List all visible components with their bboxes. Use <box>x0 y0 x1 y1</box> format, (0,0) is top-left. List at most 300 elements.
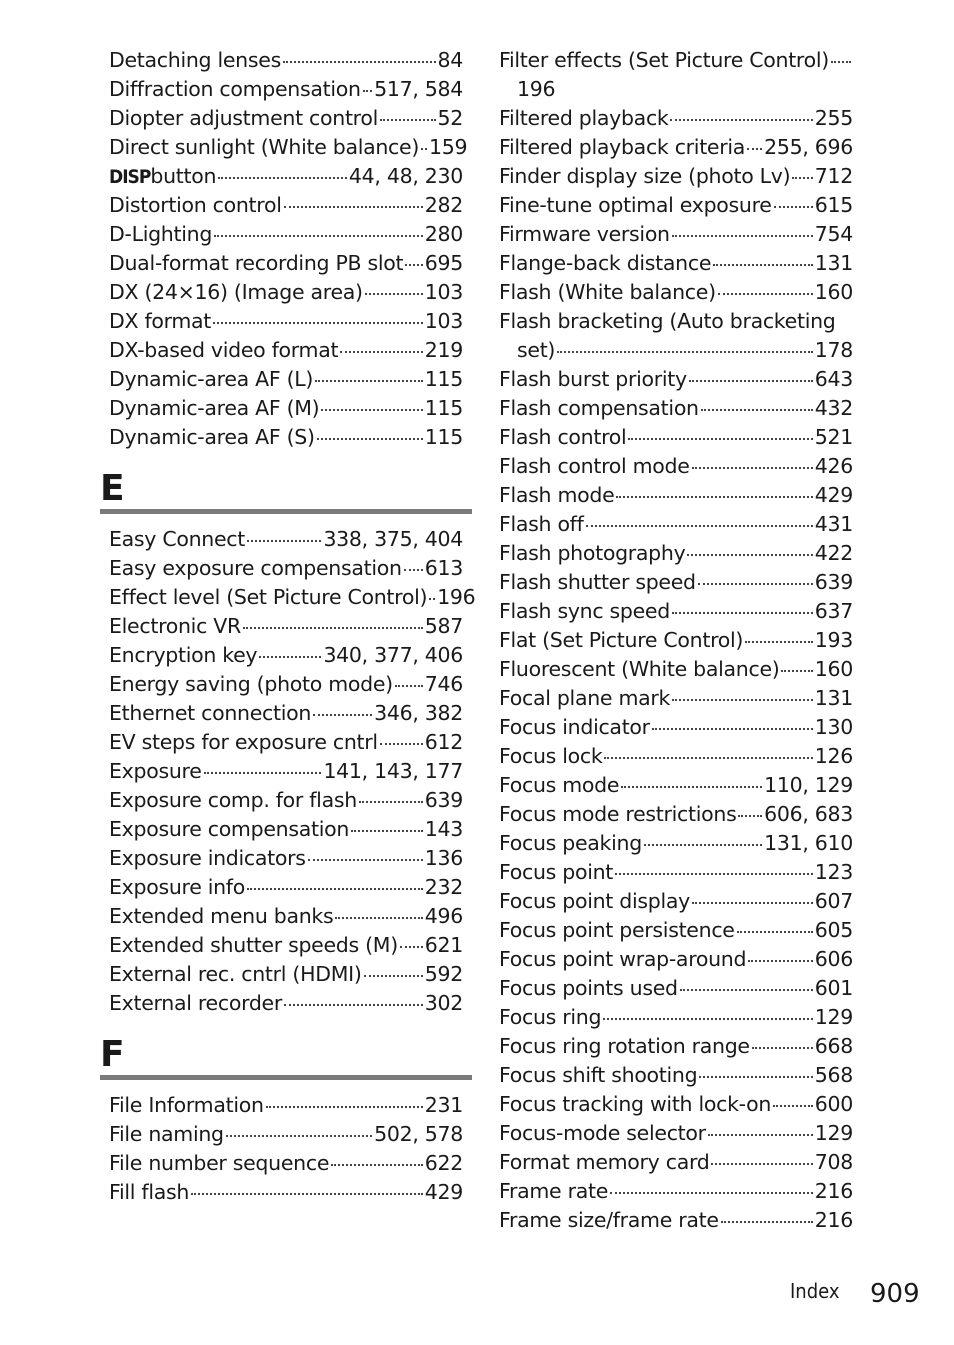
dot-leader <box>308 859 423 861</box>
entry-label: Easy Connect <box>109 527 246 551</box>
entry-label: Dynamic-area AF (S) <box>109 425 315 449</box>
index-entry[interactable] <box>109 902 463 931</box>
entry-pages: 340, 377, 406 <box>323 643 463 667</box>
dot-leader <box>247 888 423 890</box>
index-entry[interactable] <box>499 829 853 858</box>
section-letter: E <box>100 468 125 509</box>
entry-label: File naming <box>109 1122 224 1146</box>
index-entry[interactable] <box>499 365 853 394</box>
dot-leader <box>331 1164 423 1166</box>
entry-label: Exposure comp. for flash <box>109 788 357 812</box>
entries-group-a <box>499 104 853 307</box>
index-entry[interactable] <box>499 220 853 249</box>
index-entry[interactable] <box>109 641 463 670</box>
dot-leader <box>652 728 813 730</box>
dot-leader <box>335 917 422 919</box>
entry-label: Flash mode <box>499 483 615 507</box>
entry-pages: 193 <box>814 628 853 652</box>
entry-pages: 103 <box>424 309 463 333</box>
index-entry[interactable] <box>499 104 853 133</box>
entry-label: DX-based video format <box>109 338 339 362</box>
entry-label: EV steps for exposure cntrl <box>109 730 378 754</box>
index-entry[interactable] <box>499 887 853 916</box>
section-rule <box>100 509 472 514</box>
entry-label: Exposure indicators <box>109 846 306 870</box>
e-entries <box>109 525 476 1018</box>
section-header-e <box>100 467 472 525</box>
entry-label: Flat (Set Picture Control) <box>499 628 744 652</box>
dot-leader <box>692 467 813 469</box>
entry-pages: 517, 584 <box>374 77 463 101</box>
entry-pages: 123 <box>814 860 853 884</box>
dot-leader <box>586 525 813 527</box>
f-entries <box>109 1091 463 1207</box>
index-entry[interactable] <box>109 670 463 699</box>
dot-leader <box>621 786 762 788</box>
entry-label: Electronic VR <box>109 614 241 638</box>
entry-pages: 196 <box>437 585 476 609</box>
index-entry[interactable] <box>109 394 463 423</box>
index-entry[interactable] <box>499 858 853 887</box>
index-entry[interactable] <box>109 931 463 960</box>
entry-pages: 143 <box>424 817 463 841</box>
entry-pages: 115 <box>424 396 463 420</box>
dot-leader <box>283 61 436 63</box>
entry-label: Dynamic-area AF (L) <box>109 367 314 391</box>
entry-label: Frame rate <box>499 1179 609 1203</box>
index-entry[interactable] <box>109 191 463 220</box>
index-entry[interactable] <box>109 873 463 902</box>
dot-leader <box>692 902 813 904</box>
entry-pages: 622 <box>424 1151 463 1175</box>
entry-pages: 615 <box>814 193 853 217</box>
dot-leader <box>680 989 813 991</box>
index-entry[interactable] <box>109 336 463 365</box>
index-entry[interactable] <box>109 583 476 612</box>
entry-label: External rec. cntrl (HDMI) <box>109 962 362 986</box>
entry-pages: 126 <box>814 744 853 768</box>
entry-pages: 746 <box>424 672 463 696</box>
index-entry[interactable] <box>109 75 463 104</box>
dot-leader <box>792 177 812 179</box>
entry-pages: 216 <box>814 1208 853 1232</box>
entry-label: Focus indicator <box>499 715 650 739</box>
entry-pages: 141, 143, 177 <box>323 759 463 783</box>
entry-pages: 426 <box>814 454 853 478</box>
dot-leader <box>670 119 812 121</box>
entry-label: Flash shutter speed <box>499 570 696 594</box>
index-entry[interactable] <box>499 278 853 307</box>
entry-pages: 432 <box>814 396 853 420</box>
entry-label: Exposure <box>109 759 202 783</box>
entry-pages: 592 <box>424 962 463 986</box>
dot-leader <box>421 148 427 150</box>
entry-label: Focus mode <box>499 773 620 797</box>
dot-leader <box>284 206 423 208</box>
entry-label: Filter effects (Set Picture Control) <box>499 48 829 72</box>
entry-label: Extended shutter speeds (M) <box>109 933 398 957</box>
entry-pages: 302 <box>424 991 463 1015</box>
dot-leader <box>687 554 812 556</box>
index-entry[interactable] <box>499 1090 853 1119</box>
entry-pages: 639 <box>814 570 853 594</box>
entry-pages: 601 <box>814 976 853 1000</box>
dot-leader <box>351 830 423 832</box>
entry-label: DX format <box>109 309 212 333</box>
entry-label: File Information <box>109 1093 264 1117</box>
entry-label: Focus shift shooting <box>499 1063 698 1087</box>
entry-pages: 568 <box>814 1063 853 1087</box>
dot-leader <box>243 627 423 629</box>
index-entry[interactable] <box>499 539 853 568</box>
entry-label: Frame size/frame rate <box>499 1208 719 1232</box>
dot-leader <box>748 960 813 962</box>
entry-label: Easy exposure compensation <box>109 556 402 580</box>
index-entry[interactable] <box>499 800 853 829</box>
entry-pages: 131 <box>814 251 853 275</box>
entry-label: Exposure compensation <box>109 817 350 841</box>
entry-label: Diffraction compensation <box>109 77 361 101</box>
entries-group-b <box>499 365 853 1235</box>
entry-label: Fine-tune optimal exposure <box>499 193 772 217</box>
dot-leader <box>713 264 813 266</box>
entry-pages: 637 <box>814 599 853 623</box>
entry-label: Focus ring <box>499 1005 602 1029</box>
dot-leader <box>364 975 423 977</box>
dot-leader <box>711 1163 812 1165</box>
entry-pages: 255 <box>814 106 853 130</box>
index-entry[interactable] <box>499 974 853 1003</box>
entry-pages: 502, 578 <box>374 1122 463 1146</box>
index-entry[interactable] <box>499 1003 853 1032</box>
entry-label: Flash bracketing (Auto bracketing <box>499 309 836 333</box>
index-entry[interactable] <box>499 1032 853 1061</box>
entry-pages: 429 <box>424 1180 463 1204</box>
entry-pages: 232 <box>424 875 463 899</box>
entry-label: Focal plane mark <box>499 686 671 710</box>
dot-leader <box>616 496 812 498</box>
index-entry[interactable] <box>109 1149 463 1178</box>
index-entry[interactable] <box>499 945 853 974</box>
index-entry[interactable] <box>109 554 463 583</box>
index-entry[interactable] <box>499 597 853 626</box>
dot-leader <box>747 148 762 150</box>
entry-label: External recorder <box>109 991 282 1015</box>
entry-label: Fill flash <box>109 1180 190 1204</box>
entry-label: Focus peaking <box>499 831 642 855</box>
disp-button-glyph: DISP <box>109 166 151 188</box>
index-entry[interactable] <box>499 1206 853 1235</box>
dot-leader <box>380 743 423 745</box>
entry-pages: 160 <box>814 657 853 681</box>
entry-label: Flash control mode <box>499 454 690 478</box>
entry-pages: 103 <box>424 280 463 304</box>
dot-leader <box>340 351 423 353</box>
entry-pages: 606 <box>814 947 853 971</box>
entry-label: Direct sunlight (White balance) <box>109 135 420 159</box>
entry-pages: 129 <box>814 1121 853 1145</box>
entry-pages: 115 <box>424 425 463 449</box>
index-entry[interactable] <box>109 220 463 249</box>
dot-leader <box>429 598 435 600</box>
index-entry[interactable] <box>499 249 853 278</box>
entry-label: File number sequence <box>109 1151 330 1175</box>
entry-pages: 605 <box>814 918 853 942</box>
section-letter: F <box>100 1034 125 1075</box>
index-entry[interactable] <box>109 989 463 1018</box>
entry-label: Focus point <box>499 860 614 884</box>
index-entry[interactable] <box>499 1119 853 1148</box>
dot-leader <box>405 264 423 266</box>
entry-label: Focus points used <box>499 976 678 1000</box>
entry-label: Finder display size (photo Lv) <box>499 164 791 188</box>
entry-pages: 600 <box>814 1092 853 1116</box>
index-entry[interactable] <box>499 452 853 481</box>
entry-pages: 712 <box>814 164 853 188</box>
entry-label: Extended menu banks <box>109 904 334 928</box>
entry-pages: 219 <box>424 338 463 362</box>
entry-label: Flash sync speed <box>499 599 670 623</box>
entry-pages: 668 <box>814 1034 853 1058</box>
index-entry[interactable] <box>109 699 463 728</box>
dot-leader <box>204 772 322 774</box>
entry-pages: 754 <box>814 222 853 246</box>
index-entry[interactable] <box>109 104 463 133</box>
entry-pages: 136 <box>424 846 463 870</box>
dot-leader <box>247 540 321 542</box>
index-entry[interactable] <box>499 1177 853 1206</box>
index-entry[interactable] <box>499 916 853 945</box>
entry-pages: 606, 683 <box>764 802 853 826</box>
index-entry[interactable] <box>499 684 853 713</box>
entry-pages: 280 <box>424 222 463 246</box>
entry-pages: 338, 375, 404 <box>323 527 463 551</box>
index-entry[interactable] <box>499 626 853 655</box>
index-entry[interactable] <box>109 612 463 641</box>
entry-label: Focus point wrap-around <box>499 947 747 971</box>
entry-pages: 708 <box>814 1150 853 1174</box>
index-entry[interactable] <box>109 278 463 307</box>
dot-leader <box>699 1076 812 1078</box>
dot-leader <box>395 685 423 687</box>
dot-leader <box>603 1018 813 1020</box>
dot-leader <box>644 844 762 846</box>
entry-pages: 44, 48, 230 <box>348 164 463 188</box>
entry-pages: 255, 696 <box>764 135 853 159</box>
dot-leader <box>365 293 423 295</box>
entry-label: Ethernet connection <box>109 701 312 725</box>
dot-leader <box>615 873 813 875</box>
index-entry[interactable] <box>109 423 463 452</box>
dot-leader <box>191 1193 423 1195</box>
entry-pages: 496 <box>424 904 463 928</box>
index-entry[interactable] <box>109 525 463 554</box>
entry-label: Focus point persistence <box>499 918 735 942</box>
entry-pages: 607 <box>814 889 853 913</box>
footer-page-number: 909 <box>870 1279 920 1309</box>
section-rule <box>100 1075 472 1080</box>
entry-pages: 131, 610 <box>764 831 853 855</box>
entry-label: Focus-mode selector <box>499 1121 706 1145</box>
entry-label: Focus tracking with lock-on <box>499 1092 772 1116</box>
index-entry[interactable] <box>499 423 853 452</box>
dot-leader <box>214 235 423 237</box>
dot-leader <box>698 583 813 585</box>
dot-leader <box>701 409 813 411</box>
entry-pages: 84 <box>437 48 463 72</box>
index-entry[interactable] <box>109 1178 463 1207</box>
dot-leader <box>738 815 762 817</box>
index-entry[interactable] <box>499 481 853 510</box>
entry-pages: 521 <box>814 425 853 449</box>
entry-label: Focus point display <box>499 889 690 913</box>
entry-pages: 282 <box>424 193 463 217</box>
index-entry[interactable] <box>499 713 853 742</box>
index-entry[interactable] <box>499 568 853 597</box>
dot-leader <box>604 757 812 759</box>
dot-leader <box>672 612 813 614</box>
dot-leader <box>781 670 812 672</box>
dot-leader <box>672 699 813 701</box>
index-entry[interactable] <box>499 1148 853 1177</box>
index-entry[interactable] <box>499 510 853 539</box>
right-column <box>499 46 853 1235</box>
section-header-f <box>100 1033 472 1091</box>
d-entries <box>109 46 468 452</box>
dot-leader <box>737 931 813 933</box>
index-entry[interactable] <box>109 46 463 75</box>
entry-pages: 129 <box>814 1005 853 1029</box>
entry-pages: 231 <box>424 1093 463 1117</box>
entry-label: Format memory card <box>499 1150 710 1174</box>
dot-leader <box>774 206 813 208</box>
dot-leader <box>752 1047 813 1049</box>
entry-pages: 196 <box>517 77 556 101</box>
entry-label: Effect level (Set Picture Control) <box>109 585 428 609</box>
dot-leader <box>259 656 321 658</box>
entry-pages: 115 <box>424 367 463 391</box>
index-entry[interactable] <box>499 1061 853 1090</box>
index-entry[interactable] <box>109 757 463 786</box>
entry-pages: 131 <box>814 686 853 710</box>
index-entry[interactable] <box>109 844 463 873</box>
dot-leader <box>266 1106 423 1108</box>
index-entry[interactable] <box>109 1120 463 1149</box>
entry-label-continued: set) <box>517 338 556 362</box>
index-entry[interactable] <box>109 1091 463 1120</box>
entry-label: Firmware version <box>499 222 670 246</box>
entry-label: Distortion control <box>109 193 282 217</box>
index-entry[interactable] <box>109 786 463 815</box>
entry-label: Exposure info <box>109 875 245 899</box>
dot-leader <box>721 1221 813 1223</box>
index-entry[interactable] <box>109 133 468 162</box>
entry-label: Flange-back distance <box>499 251 712 275</box>
entry-pages: 639 <box>424 788 463 812</box>
dot-leader <box>557 351 813 353</box>
entry-label: Flash control <box>499 425 627 449</box>
entry-label: Focus ring rotation range <box>499 1034 750 1058</box>
entry-label: Filtered playback criteria <box>499 135 746 159</box>
dot-leader <box>359 801 423 803</box>
entry-label: Focus mode restrictions <box>499 802 737 826</box>
entry-pages: 130 <box>814 715 853 739</box>
entry-pages: 178 <box>814 338 853 362</box>
dot-leader <box>315 380 423 382</box>
dot-leader <box>718 293 813 295</box>
entry-label: Flash off <box>499 512 584 536</box>
index-entry[interactable] <box>499 162 853 191</box>
dot-leader <box>628 438 812 440</box>
index-entry[interactable] <box>109 815 463 844</box>
entry-label: DX (24×16) (Image area) <box>109 280 363 304</box>
index-entry[interactable] <box>499 394 853 423</box>
entry-pages: 429 <box>814 483 853 507</box>
entry-pages: 643 <box>814 367 853 391</box>
entry-label: Filtered playback <box>499 106 669 130</box>
entry-pages: 52 <box>437 106 463 130</box>
dot-leader <box>404 569 423 571</box>
index-entry[interactable] <box>499 742 853 771</box>
entry-label: Fluorescent (White balance) <box>499 657 780 681</box>
index-entry[interactable] <box>109 249 463 278</box>
entry-label: Energy saving (photo mode) <box>109 672 393 696</box>
dot-leader <box>708 1134 813 1136</box>
dot-leader <box>610 1192 813 1194</box>
index-entry[interactable] <box>499 46 853 104</box>
footer-section-label: Index <box>790 1279 840 1303</box>
index-entry[interactable] <box>109 365 463 394</box>
entry-label: Encryption key <box>109 643 258 667</box>
dot-leader <box>363 90 372 92</box>
entry-pages: 613 <box>424 556 463 580</box>
dot-leader <box>773 1105 813 1107</box>
entry-pages: 216 <box>814 1179 853 1203</box>
entry-label: Flash compensation <box>499 396 699 420</box>
entry-pages: 422 <box>814 541 853 565</box>
entry-pages: 695 <box>424 251 463 275</box>
index-entry[interactable] <box>499 133 853 162</box>
index-entry[interactable] <box>109 728 463 757</box>
entry-label: Focus lock <box>499 744 603 768</box>
index-entry[interactable] <box>109 162 463 191</box>
entry-label: Flash photography <box>499 541 686 565</box>
entry-pages: 110, 129 <box>764 773 853 797</box>
dot-leader <box>284 1004 423 1006</box>
entry-pages: 587 <box>424 614 463 638</box>
index-entry[interactable] <box>499 191 853 220</box>
entry-pages: 159 <box>429 135 468 159</box>
index-entry[interactable] <box>499 771 853 800</box>
index-entry[interactable] <box>109 960 463 989</box>
entry-pages: 160 <box>814 280 853 304</box>
entry-label: Flash (White balance) <box>499 280 716 304</box>
dot-leader <box>380 119 435 121</box>
index-entry[interactable] <box>109 307 463 336</box>
dot-leader <box>831 61 851 63</box>
index-entry[interactable] <box>499 655 853 684</box>
dot-leader <box>317 438 423 440</box>
dot-leader <box>226 1135 372 1137</box>
dot-leader <box>313 714 372 716</box>
dot-leader <box>213 322 423 324</box>
dot-leader <box>400 946 423 948</box>
index-entry[interactable] <box>499 307 853 365</box>
dot-leader <box>672 235 813 237</box>
entry-label: Diopter adjustment control <box>109 106 379 130</box>
entry-pages: 612 <box>424 730 463 754</box>
entry-label: Dual-format recording PB slot <box>109 251 404 275</box>
